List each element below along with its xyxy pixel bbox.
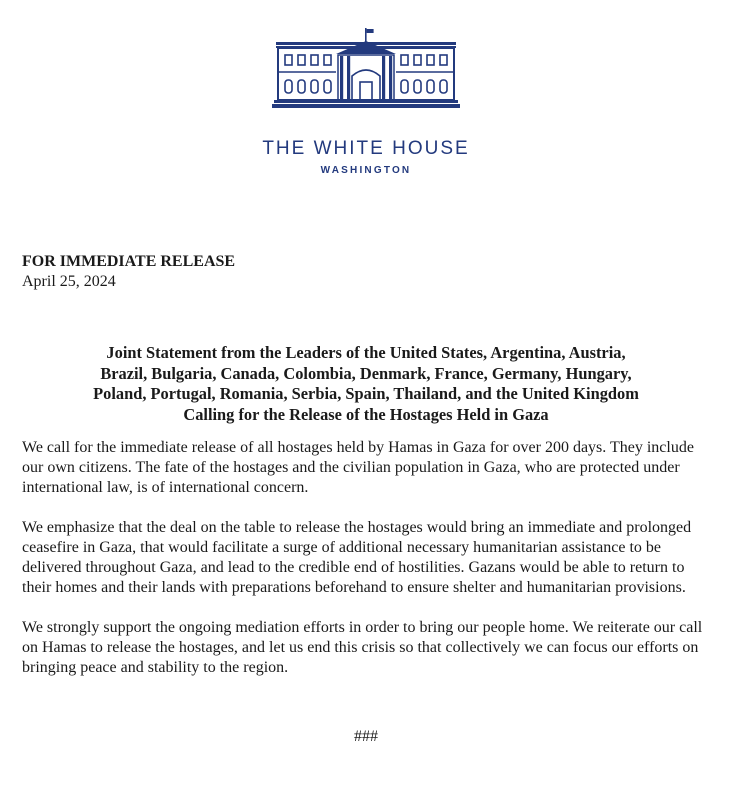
release-label: FOR IMMEDIATE RELEASE xyxy=(22,253,236,270)
statement-title-line: Poland, Portugal, Romania, Serbia, Spain, Thailand, and the United Kingdom xyxy=(93,384,639,403)
release-date: April 25, 2024 xyxy=(22,273,116,290)
body-paragraph: We call for the immediate release of all hostages held by Hamas in Gaza for over 200 days. They include our own citizens. The fate of the hostages and the civilian population in Gaza, who are protected under international law, is of international concern. xyxy=(22,439,694,496)
white-house-building-icon xyxy=(272,28,460,108)
statement-title-line: Joint Statement from the Leaders of the United States, Argentina, Austria, xyxy=(106,343,626,362)
statement-body xyxy=(22,438,714,698)
release-info xyxy=(22,252,235,292)
body-paragraph: We emphasize that the deal on the table to release the hostages would bring an immediate and prolonged ceasefire in Gaza, that would facilitate a surge of additional necessary humanitarian assistance to be delivered throughout Gaza, and lead to the credible end of hostilities. Gazans would be able to return to their homes and their lands with preparations beforehand to ensure shelter and humanitarian provisions. xyxy=(22,519,692,596)
organization-name: THE WHITE HOUSE xyxy=(262,138,470,159)
statement-title-line: Calling for the Release of the Hostages Held in Gaza xyxy=(183,404,549,424)
organization-city: WASHINGTON xyxy=(320,165,412,176)
statement-title-line: Brazil, Bulgaria, Canada, Colombia, Denmark, France, Germany, Hungary, xyxy=(100,363,632,383)
end-mark: ### xyxy=(354,728,378,745)
statement-title xyxy=(22,343,710,425)
body-paragraph: We strongly support the ongoing mediation efforts in order to bring our people home. We reiterate our call on Hamas to release the hostages, and let us end this crisis so that collectively we can focus our efforts on bringing peace and stability to the region. xyxy=(22,619,703,676)
letterhead xyxy=(0,28,732,176)
